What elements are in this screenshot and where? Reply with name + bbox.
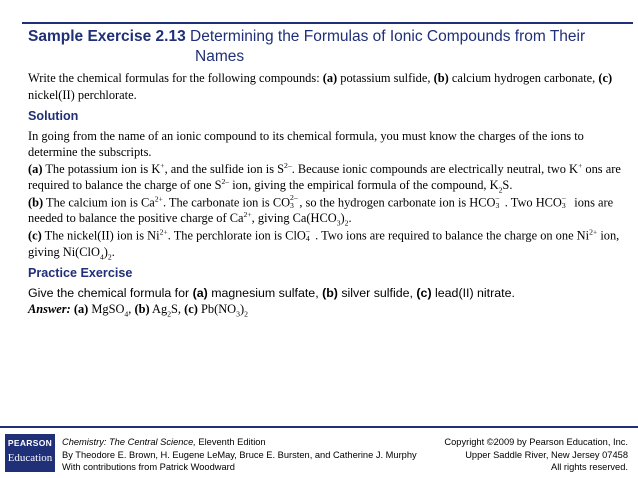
problem-a-label: (a) — [322, 71, 338, 85]
footer-book-line — [62, 436, 417, 449]
carbonate-charge — [290, 193, 299, 210]
solution-c-sub3: 2 — [107, 252, 112, 262]
solution-b-sub3: 3 — [561, 200, 566, 210]
practice-c-text: lead(II) nitrate. — [431, 285, 515, 300]
perchlorate-charge — [305, 226, 315, 244]
problem-b-label: (b) — [433, 71, 449, 85]
problem-text — [28, 70, 623, 103]
solution-b-sup1: 2+ — [154, 193, 163, 203]
rights-line: All rights reserved. — [551, 462, 628, 472]
solution-b-t7: ) — [340, 211, 345, 226]
practice-answer — [28, 301, 623, 318]
practice-c-label: (c) — [416, 285, 432, 300]
solution-c-sub1: 4 — [305, 234, 310, 244]
solution-b-t2: . The carbonate ion is CO — [162, 194, 291, 209]
answer-b-sub: 2 — [167, 309, 172, 319]
footer-citation — [62, 436, 417, 474]
solution-b-t6: , giving Ca(HCO — [251, 211, 337, 226]
answer-b-label: (b) — [134, 302, 150, 317]
book-title: Chemistry: The Central Science, — [62, 437, 196, 447]
logo-bottom-text: Education — [7, 452, 53, 464]
solution-c-sub2: 4 — [99, 252, 104, 262]
solution-part-b — [28, 194, 623, 227]
solution-b-sub2: 3 — [495, 200, 500, 210]
practice-heading: Practice Exercise — [28, 266, 133, 281]
solution-c-t6: . — [111, 244, 115, 259]
practice-b-label: (b) — [322, 285, 338, 300]
solution-b-t4: . Two HCO — [504, 194, 562, 209]
solution-heading: Solution — [28, 109, 79, 123]
answer-b-t1: Ag — [149, 302, 168, 317]
solution-c-sup1: 2+ — [159, 227, 168, 237]
solution-a-t5: ion, giving the empirical formula of the compound, K — [229, 178, 499, 192]
solution-a-t2: , and the sulfide ion is S — [164, 161, 285, 176]
solution-b-t3: , so the hydrogen carbonate ion is HCO — [299, 194, 496, 209]
solution-part-c — [28, 227, 623, 260]
solution-b-sup2: 2– — [290, 193, 298, 203]
title-lead: Sample Exercise 2.13 — [28, 28, 186, 45]
solution-c-t5: ) — [103, 244, 108, 259]
logo-top-text: PEARSON — [7, 438, 53, 448]
solution-b-sup4: – — [561, 193, 566, 203]
problem-a-text: potassium sulfide, — [337, 71, 434, 85]
solution-a-t6: S. — [502, 178, 513, 192]
solution-a-t4: ons are required to balance the charge of one S — [28, 161, 621, 192]
solution-b-sup5: 2+ — [243, 210, 252, 220]
answer-c-t2: ) — [239, 302, 245, 317]
answer-c-label: (c) — [184, 302, 198, 317]
solution-b-t1: The calcium ion is Ca — [43, 194, 155, 209]
solution-a-t3: . Because ionic compounds are electrically neutral, two K — [291, 161, 578, 176]
solution-c-sup2: – — [305, 226, 310, 236]
solution-b-sub4: 3 — [336, 218, 341, 228]
practice-b-text: silver sulfide, — [337, 285, 417, 300]
problem-c-label: (c) — [598, 71, 613, 85]
answer-c-sub2: 2 — [244, 309, 248, 319]
answer-c-t1: Pb(NO — [197, 302, 237, 317]
solution-b-t5: ions are needed to balance the positive charge of Ca — [28, 194, 614, 226]
solution-b-label: (b) — [28, 194, 44, 209]
solution-c-t4: ion, giving Ni(ClO — [28, 228, 620, 259]
solution-c-t2: . The perchlorate ion is ClO — [167, 228, 306, 243]
answer-c-sub1: 3 — [236, 309, 240, 319]
solution-c-t3: . Two ions are required to balance the charge on one Ni — [315, 228, 590, 243]
answer-a-label: (a) — [73, 302, 89, 317]
answer-b-t2: S, — [171, 302, 185, 317]
solution-part-a — [28, 161, 623, 194]
pearson-logo — [5, 434, 55, 472]
problem-b-text: calcium hydrogen carbonate, — [448, 71, 599, 85]
solution-a-sup1: + — [160, 160, 165, 170]
footer-copyright — [444, 436, 628, 474]
title-line2: Names — [195, 48, 245, 65]
book-authors: By Theodore E. Brown, H. Eugene LeMay, Bruce E. Bursten, and Catherine J. Murphy — [62, 449, 417, 460]
footer-rule — [0, 426, 638, 428]
slide-title — [28, 27, 618, 67]
bicarbonate-charge-1 — [495, 193, 504, 210]
top-rule — [22, 22, 633, 24]
solution-c-t1: The nickel(II) ion is Ni — [41, 228, 160, 243]
solution-b-sub5: 2 — [344, 218, 349, 228]
solution-a-sup2: 2– — [284, 160, 292, 170]
copyright-line: Copyright ©2009 by Pearson Education, Inc. — [444, 437, 628, 447]
bicarbonate-charge-2 — [561, 193, 571, 210]
book-contributions: With contributions from Patrick Woodward — [62, 462, 235, 472]
problem-c-text: nickel(II) perchlorate. — [28, 87, 137, 102]
solution-b-t8: . — [348, 211, 352, 226]
practice-text — [28, 285, 623, 302]
answer-label: Answer: — [28, 302, 71, 317]
solution-a-t1: The potassium ion is K — [42, 161, 161, 176]
practice-intro: Give the chemical formula for — [28, 285, 193, 300]
solution-a-sup3: + — [577, 160, 583, 170]
solution-a-label: (a) — [28, 161, 43, 176]
problem-intro: Write the chemical formulas for the following compounds: — [28, 71, 323, 85]
address-line: Upper Saddle River, New Jersey 07458 — [465, 449, 628, 460]
solution-b-sup3: – — [495, 193, 500, 203]
practice-a-text: magnesium sulfate, — [207, 285, 323, 300]
solution-a-sub1: 2 — [498, 185, 503, 195]
solution-intro: In going from the name of an ionic compound to its chemical formula, you must know the charges of the ions to determine the subscripts. — [28, 128, 584, 159]
solution-a-sup4: 2– — [221, 176, 230, 186]
practice-a-label: (a) — [192, 285, 208, 300]
answer-a-sub: 4 — [124, 309, 129, 319]
book-edition: Eleventh Edition — [195, 437, 266, 447]
title-line1: Determining the Formulas of Ionic Compounds from Their — [190, 28, 586, 45]
solution-c-label: (c) — [28, 228, 42, 243]
content — [28, 70, 623, 318]
solution-c-sup3: 2+ — [589, 227, 598, 237]
answer-a-t1: MgSO — [88, 302, 125, 317]
solution-b-sub1: 3 — [290, 200, 294, 210]
answer-sep: , — [128, 302, 135, 317]
